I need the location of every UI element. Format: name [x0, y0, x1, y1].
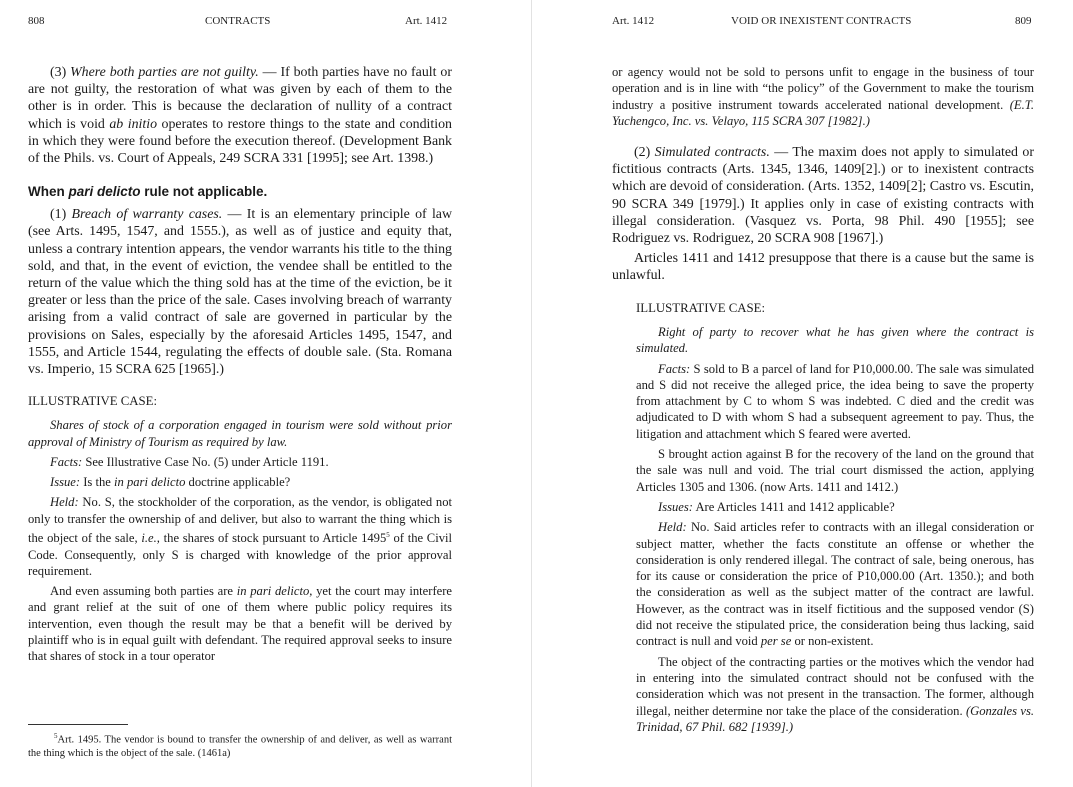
right-page: [533, 0, 1073, 787]
running-title: CONTRACTS: [205, 15, 271, 27]
case-facts: Facts: See Illustrative Case No. (5) under Article 1191.: [50, 454, 329, 469]
article-reference: Art. 1412: [405, 15, 448, 27]
case-facts: Facts: S sold to B a parcel of land for P10,000.00. The sale was simulated and S did not receive the alleged price, the idea being to save the property from attachment by C to whom S was indebted. C died and the credit was adjudicated to D with whom S had a subsequent agreement to pay. Thus, the litigation and attachment which S feared were averted.: [636, 361, 1034, 441]
case-issues: Issues: Are Articles 1411 and 1412 applicable?: [658, 499, 895, 514]
article-reference: Art. 1412: [612, 15, 655, 27]
right-body-top: [612, 64, 1034, 133]
section-heading: When pari delicto rule not applicable.: [28, 184, 268, 200]
paragraph-continuation: or agency would not be sold to persons unfit to engage in the business of tour operation and is in line with “the policy” of the Government to make the tourism industry a positive instrument towards accelerated national development. (E.T. Yuchengco, Inc. vs. Velayo, 115 SCRA 307 [1982].): [612, 65, 1034, 128]
page-number: 808: [28, 15, 45, 27]
case-title: Shares of stock of a corporation engaged in tourism were sold without prior approval of Ministry of Tourism as required by law.: [28, 418, 452, 449]
illustrative-case-label: ILLUSTRATIVE CASE:: [636, 301, 766, 315]
footnote-divider: [28, 724, 128, 725]
paragraph-simulated-contracts: (2) Simulated contracts. — The maxim does not apply to simulated or fictitious contracts (Arts. 1345, 1346, 1409[2].) or to inexistent contracts which are devoid of consideration. (Arts. 1352, 1409[2]; Castro vs. Escutin, 90 SCRA 349 [1979].) It applies only in case of existing contracts with illegal consideration. (Vasquez vs. Porta, 98 Phil. 490 [1955]; see Rodriguez vs. Rodriguez, 20 SCRA 908 [1967].): [612, 145, 1034, 247]
case-held: Held: No. Said articles refer to contracts with an illegal consideration or subject matter, whether the facts constitute an offense or whether the consideration is only rendered illegal. The contract of sale, being onerous, has for its cause or consideration the price of P10,000.00 (Art. 1350.); and both the consideration as well as the subject matter of the contract are lawful. However, as the contract was in itself fictitious and the supposed vendor (S) did not receive the stipulated price, the consideration being thus lacking, said contract is null and void per se or non-existent.: [636, 520, 1034, 649]
case-held: Held: No. S, the stockholder of the corporation, as the vendor, is obligated not only to transfer the ownership of and deliver, but also to warrant the thing which is the object of the sale, i.e., the shares of stock pursuant to Article 1495$^5$ of the Civil Code. Consequently, only S is charged with knowledge of the prior approval requirement.: [28, 495, 453, 578]
running-title: VOID OR INEXISTENT CONTRACTS: [731, 15, 912, 27]
case-facts-continued: S brought action against B for the recovery of the land on the ground that the sale was null and void. The trial court dismissed the action, applying Articles 1305 and 1306. (now Arts. 1411 and 1412.): [636, 447, 1034, 494]
paragraph-both-not-guilty: (3) Where both parties are not guilty. — If both parties have no fault or are not guilty, the restoration of what was given by each of them to the other is in order. This is because the declaration of nullity of a contract which is void ab initio operates to restore things to the state and condition in which they were found before the execution thereof. (Development Bank of the Phils. vs. Court of Appeals, 249 SCRA 331 [1995]; see Art. 1398.): [28, 65, 452, 167]
left-page: [0, 0, 532, 787]
paragraph-object-of-parties: The object of the contracting parties or the motives which the vendor had in entering into the simulated contract should not be confused with the consideration which was not present in the transaction. The former, although illegal, neither determine nor take the place of the consideration. (Gonzales vs. Trinidad, 67 Phil. 682 [1939].): [636, 654, 1034, 734]
left-body: [28, 64, 452, 669]
illustrative-case-label: ILLUSTRATIVE CASE:: [28, 394, 158, 409]
page-number: 809: [1015, 15, 1032, 27]
footnote: $^5$Art. 1495. The vendor is bound to transfer the ownership of and deliver, as well as warrant the thing which is the object of the sale. (1461a): [28, 732, 452, 759]
footnote-ref: 5: [386, 531, 390, 540]
right-body-main: [612, 144, 1034, 288]
paragraph-articles-presuppose: Articles 1411 and 1412 presuppose that there is a cause but the same is unlawful.: [612, 251, 1034, 284]
case-title: Right of party to recover what he has given where the contract is simulated.: [636, 325, 1034, 356]
case-issue: Issue: Is the in pari delicto doctrine applicable?: [50, 475, 291, 490]
paragraph-pari-delicto-assumption: And even assuming both parties are in pari delicto, yet the court may interfere and grant relief at the suit of one of them where public policy requires its intervention, even though the result may be that a benefit will be derived by plaintiff who is in equal guilt with defendant. The required approval seeks to insure that shares of stock in a tour operator: [28, 584, 453, 664]
paragraph-breach-of-warranty: (1) Breach of warranty cases. — It is an elementary principle of law (see Arts. 1495, 1547, and 1555.), as well as of justice and equity that, unless a contrary intention appears, the vendor warrants his title to the thing sold, and that, in the event of eviction, the vendee shall be entitled to the return of the value which the thing sold has at the time of the eviction, be it greater or less than the price of the sale. Cases involving breach of warranty arising from a valid contract of sale are governed in particular by the provisions on Sales, especially by the aforesaid Articles 1495, 1547, and 1555, and Article 1544, regulating the effects of double sale. (Sta. Romana vs. Imperio, 15 SCRA 625 [1965].): [28, 207, 452, 378]
right-body-case: [636, 301, 1034, 739]
